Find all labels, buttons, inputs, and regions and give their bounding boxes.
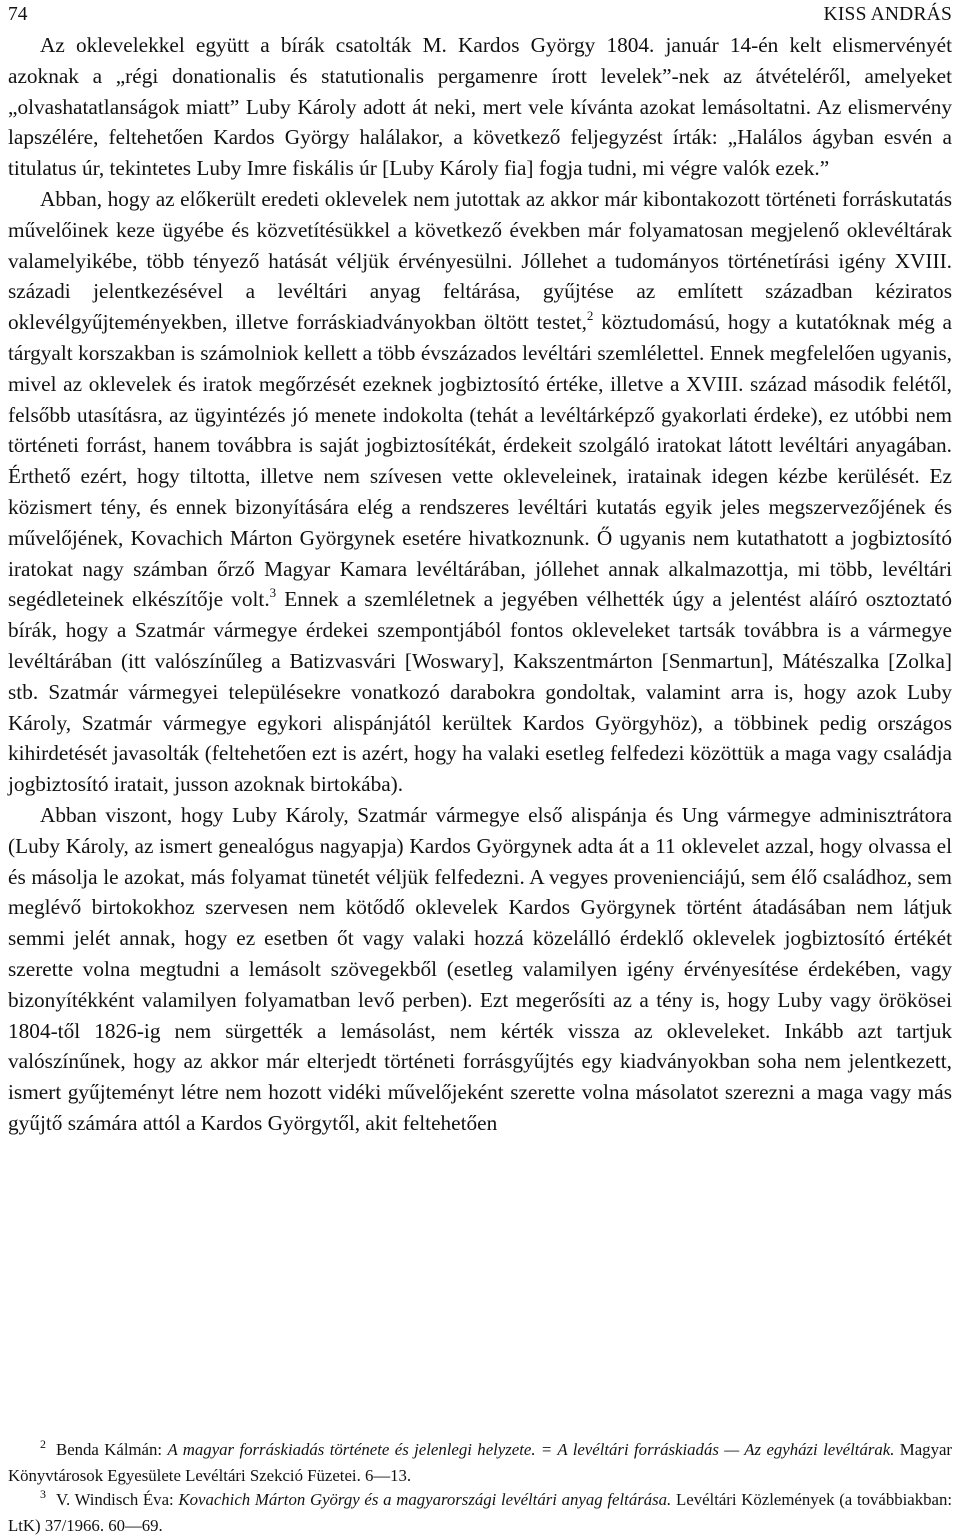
footnote-3-author: V. Windisch Éva: [56, 1490, 179, 1509]
page-number: 74 [8, 4, 28, 25]
footnote-2-author: Benda Kálmán: [56, 1440, 168, 1459]
footnote-ref-2[interactable]: 2 [586, 308, 594, 324]
footnote-2-number: 2 [40, 1437, 46, 1451]
footnote-2-title: A magyar forráskiadás története és jelenlegi helyzete. = A levéltári forráskiadás — Az egyházi levéltárak. [167, 1440, 895, 1459]
paragraph-2-text-c: Ennek a szemléletnek a jegyében vélhették úgy a jelentést aláíró osztoztató bírák, hogy a Szatmár vármegye érdekei szempontjából fontos okleveleket tartsák továbbra is a vármegye levéltárában (itt valószínűleg a Batizvasvári [Woswary], Kakszentmárton [Senmartun], Mátészalka [Zolka] stb. Szatmár vármegyei településekre vonatkozó darabokra gondoltak, valamint arra is, hogy azok Luby Károly, Szatmár vármegye egykori alispánjától kerültek Kardos Györgyhöz), a többinek pedig országos kihirdetését javasolták (feltehetően ezt is azért, hogy ha valaki esetleg felfedezi közöttük a maga vagy családja jogbiztosító iratait, jusson azoknak birtokába). [8, 587, 953, 797]
footnote-3-title: Kovachich Márton György és a magyarországi levéltári anyag feltárása. [178, 1490, 672, 1509]
paragraph-2-text-b: köztudomású, hogy a kutatóknak még a tárgyalt korszakban is számolniok kellett a több évszázados levéltári szemlélettel. Ennek megfelelően ugyanis, mivel az oklevelek és iratok megőrzését ezeknek jogbiztosító értéke, illetve a XVIII. század második felétől, felsőbb utasításra, az ügyintézés jó menete indokolta (tehát a levéltárképző gyakorlati érdeke), ez utóbbi nem történeti forrást, hanem továbbra is saját jogbiztosítékát, érdekeit szolgáló iratokat látott levéltári anyagában. Érthető ezért, hogy tiltotta, illetve nem szívesen vette okleveleinek, iratainak idegen kézbe kerülését. Ez közismert tény, és ennek bizonyítására elég a rendszeres levéltári kutatás egyik jeles megszervezőjének és művelőjének, Kovachich Márton Györgynek esetére hivatkoznunk. Ő ugyanis nem kutathatott a jogbiztosító iratokat nagy számban őrző Magyar Kamara levéltárában, jóllehet annak alkalmazottja, mi több, levéltári segédleteinek elkészítője volt. [8, 310, 952, 612]
footnote-2 [8, 1438, 952, 1488]
footnote-3-rest: Levéltári Közlemények (a továbbiakban: LtK) 37/1966. 60—69. [8, 1490, 953, 1535]
paragraph-1 [8, 30, 952, 184]
paragraph-2-text-a: Abban, hogy az előkerült eredeti oklevelek nem jutottak az akkor már kibontakozott történeti forráskutatás művelőinek keze ügyébe és közvetítésükkel a következő években már folyamatosan megjelenő oklevéltárak valamelyikébe, több tényező hatását véljük érvényesülni. Jóllehet a tudományos történetírási igény XVIII. századi jelentkezésével a levéltári anyag feltárása, gyűjtése az említett században kéziratos oklevélgyűjteményekben, illetve forráskiadványokban öltött testet, [8, 186, 952, 335]
paragraph-1-text: Az oklevelekkel együtt a bírák csatolták M. Kardos György 1804. január 14-én kelt elismervényét azoknak a „régi donationalis és statutionalis pergamenre írott levelek”-nek az átvételéről, amelyeket „olvashatatlanságok miatt” Luby Károly adott át neki, mert vele kívánta azokat lemásoltatni. Az elismervény lapszélére, feltehetően Kardos György halálakor, a következő feljegyzést írták: „Halálos ágyban esvén a titulatus úr, tekintetes Luby Imre fiskális úr [Luby Károly fia] fogja tudni, mi végre valók ezek.” [8, 33, 952, 181]
running-head-author: KISS ANDRÁS [823, 4, 952, 25]
footnote-3-number: 3 [40, 1487, 46, 1501]
paragraph-2 [8, 184, 952, 800]
footnotes [8, 1438, 952, 1538]
paragraph-3 [8, 800, 952, 1139]
main-text [8, 30, 952, 1139]
paragraph-3-text: Abban viszont, hogy Luby Károly, Szatmár vármegye első alispánja és Ung vármegye adminisztrátora (Luby Károly, az ismert genealógus nagyapja) Kardos Györgynek adta át a 11 oklevelet azzal, hogy olvassa el és másolja le azokat, más folyamat tünetét véljük felfedezni. A vegyes provenienciájú, sem élő családhoz, sem meglévő birtokokhoz szervesen nem kötődő oklevelek Kardos Györgynek történt átadásában nem látjuk semmi jelét annak, hogy ez esetben őt vagy valaki hozzá közelálló érdeklő oklevelek jogbiztosító értékét szerette volna megtudni a lemásolt szövegekből (esetleg valamilyen igény érvényesítése érdekében, vagy bizonyítékként valamilyen folyamatban levő perben). Ezt megerősíti az a tény is, hogy Luby vagy örökösei 1804-től 1826-ig nem sürgették a lemásolást, nem kérték vissza az okleveleket. Inkább azt tartjuk valószínűnek, hogy az akkor már elterjedt történeti forrásgyűjtés egy kiadványokban soha nem jelentkezett, ismert gyűjteményt létre nem hozott vidéki művelőjeként szerette volna másolatot szerezni a maga vagy más gyűjtő számára attól a Kardos Györgytől, akit feltehetően [8, 802, 952, 1135]
footnote-2-rest: Magyar Könyvtárosok Egyesülete Levéltári Szekció Füzetei. 6—13. [8, 1440, 952, 1485]
footnote-ref-3[interactable]: 3 [269, 585, 277, 601]
book-page [8, 0, 952, 1534]
footnote-3 [8, 1488, 952, 1538]
page-header [8, 2, 952, 28]
